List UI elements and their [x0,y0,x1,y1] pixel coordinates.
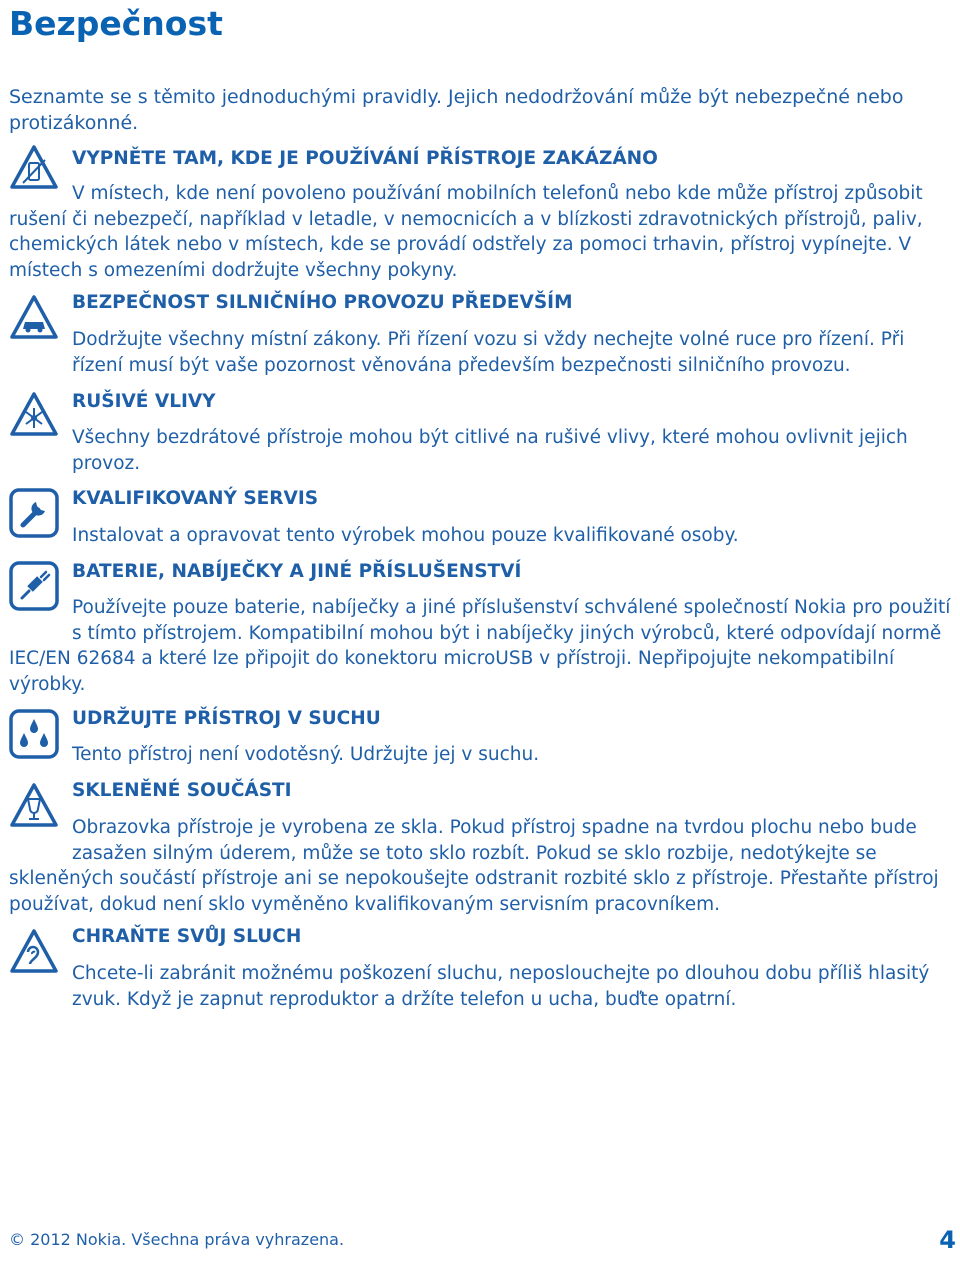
section-body: V místech, kde není povoleno používání mobilních telefonů nebo kde může přístroj způsobit rušení či nebezpečí, například v letadle, v nemocnicích a v blízkosti zdravotnických přístrojů, paliv, chemických látek nebo v místech, kde se provádí odstřely za pomoci trhavin, přístroj vypínejte. V místech s omezeními dodržujte všechny pokyny. [9,183,923,281]
section-title: SKLENĚNÉ SOUČÁSTI [72,780,292,801]
footer-copyright: © 2012 Nokia. Všechna práva vyhrazena. [9,1230,345,1249]
page-number: 4 [939,1226,956,1254]
page-title: Bezpečnost [9,4,223,43]
section-title: BATERIE, NABÍJEČKY A JINÉ PŘÍSLUŠENSTVÍ [72,561,522,582]
section-body: Používejte pouze baterie, nabíječky a jiné příslušenství schválené společností Nokia pro použití s tímto přístrojem. Kompatibilní mohou být i nabíječky jiných výrobců, které odpovídají normě IEC/EN 62684 a které lze připojit do konektoru microUSB v přístroji. Nepřipojujte nekompatibilní výrobky. [9,597,951,695]
section-title: BEZPEČNOST SILNIČNÍHO PROVOZU PŘEDEVŠÍM [72,292,573,313]
section-title: UDRŽUJTE PŘÍSTROJ V SUCHU [72,708,381,729]
section-body: Chcete-li zabránit možnému poškození sluchu, neposlouchejte po dlouhou dobu příliš hlasitý zvuk. Když je zapnut reproduktor a držíte telefon u ucha, buďte opatrní. [72,963,930,1010]
section-title: KVALIFIKOVANÝ SERVIS [72,488,319,509]
section-body: Dodržujte všechny místní zákony. Při řízení vozu si vždy nechejte volné ruce pro řízení. Při řízení musí být vaše pozornost věnována především bezpečnosti silničního provozu. [72,329,905,376]
section-body: Obrazovka přístroje je vyrobena ze skla. Pokud přístroj spadne na tvrdou plochu nebo bude zasažen silným úderem, může se toto sklo rozbít. Pokud se sklo rozbije, nedotýkejte se skleněných součástí přístroje ani se nepokoušejte odstranit rozbité sklo z přístroje. Přestaňte přístroj používat, dokud není sklo vyměněno kvalifikovaným servisním pracovníkem. [9,817,939,915]
section-title: VYPNĚTE TAM, KDE JE POUŽÍVÁNÍ PŘÍSTROJE ZAKÁZÁNO [72,148,658,169]
section-title: CHRAŇTE SVŮJ SLUCH [72,926,302,947]
section-body: Všechny bezdrátové přístroje mohou být citlivé na rušivé vlivy, které mohou ovlivnit jejich provoz. [72,427,908,474]
section-title: RUŠIVÉ VLIVY [72,391,216,412]
section-body: Tento přístroj není vodotěsný. Udržujte jej v suchu. [72,744,540,765]
section-body: Instalovat a opravovat tento výrobek mohou pouze kvalifikované osoby. [72,525,739,546]
intro-text: Seznamte se s těmito jednoduchými pravidly. Jejich nedodržování může být nebezpečné nebo protizákonné. [9,86,904,134]
